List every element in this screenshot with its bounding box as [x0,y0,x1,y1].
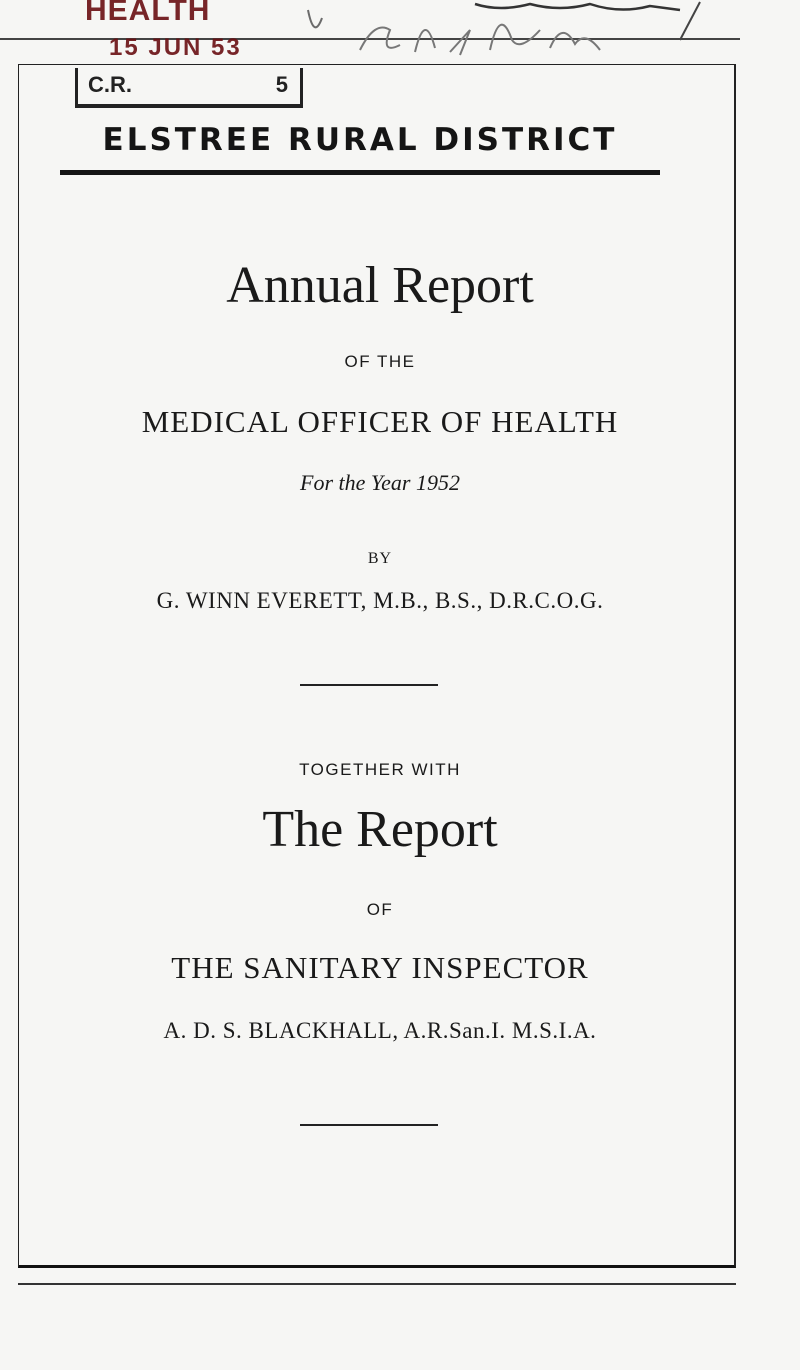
stamp-cr-label: C.R. [88,72,132,97]
office-title: MEDICAL OFFICER OF HEALTH [141,404,619,439]
sanitary-inspector-title: THE SANITARY INSPECTOR [171,950,589,985]
report-title: Annual Report [226,257,534,314]
divider-rule [300,684,438,686]
by-label: BY [367,550,393,567]
of-label: OF [366,900,394,919]
together-with-label: TOGETHER WITH [299,760,461,779]
district-heading: ELSTREE RURAL DISTRICT [102,122,618,158]
district-rule [60,170,660,175]
stamp-department-text: HEALTH [85,0,211,27]
bottom-divider-rule [300,1124,438,1126]
medical-officer-name: G. WINN EVERETT, M.B., B.S., D.R.C.O.G. [156,588,604,613]
sanitary-inspector-name: A. D. S. BLACKHALL, A.R.San.I. M.S.I.A. [163,1018,597,1043]
of-the-label: OF THE [344,352,416,371]
stamp-date-text: 15 JUN 53 [109,34,242,61]
cover-border [18,64,736,1268]
stamp-cr-number: 5 [275,72,288,97]
handwritten-annotation [300,0,740,60]
year-line: For the Year 1952 [300,470,460,495]
second-report-title: The Report [262,801,498,858]
cover-border-bottom [18,1283,736,1285]
